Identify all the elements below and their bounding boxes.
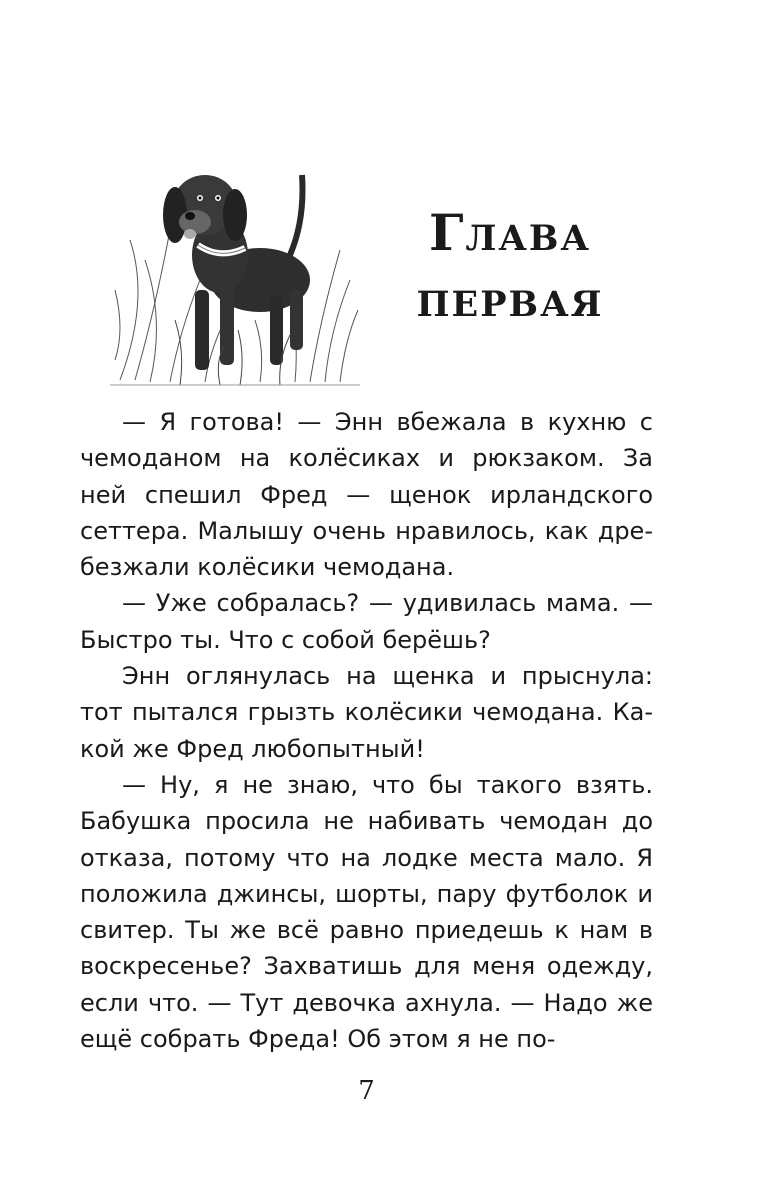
paragraph: — Я готова! — Энн вбежала в кухню с чемоданом на колёсиках и рюкзаком. За ней спешил Фред — щенок ирландского сеттера. Малышу очень нравилось, как дребезжали колёсики чемодана. <box>80 408 653 582</box>
dog-in-grass-illustration <box>110 160 360 390</box>
paragraph: — Ну, я не знаю, что бы такого взять. Бабушка просила не набивать чемодан до отказа, потому что на лодке места мало. Я положила джинсы, шорты, пару футболок и свитер. Ты же всё равно приедешь к нам в воскресенье? Захватишь для меня одежду, если что. — Тут девочка ахнула. — Надо же ещё собрать Фреда! Об этом я не по- <box>80 770 653 1054</box>
chapter-title-line1: Глава <box>428 203 592 262</box>
paragraph: — Уже собралась? — удивилась мама. — Быстро ты. Что с собой берёшь? <box>80 589 653 654</box>
paragraph: Энн оглянулась на щенка и прыснула: тот пытался грызть колёсики чемодана. Какой же Фред любопытный! <box>80 662 653 763</box>
page-number: 7 <box>358 1076 375 1106</box>
chapter-title <box>380 200 640 332</box>
foreground-grass <box>110 320 360 385</box>
chapter-title-line2: первая <box>416 269 604 328</box>
chapter-text <box>80 404 653 1057</box>
